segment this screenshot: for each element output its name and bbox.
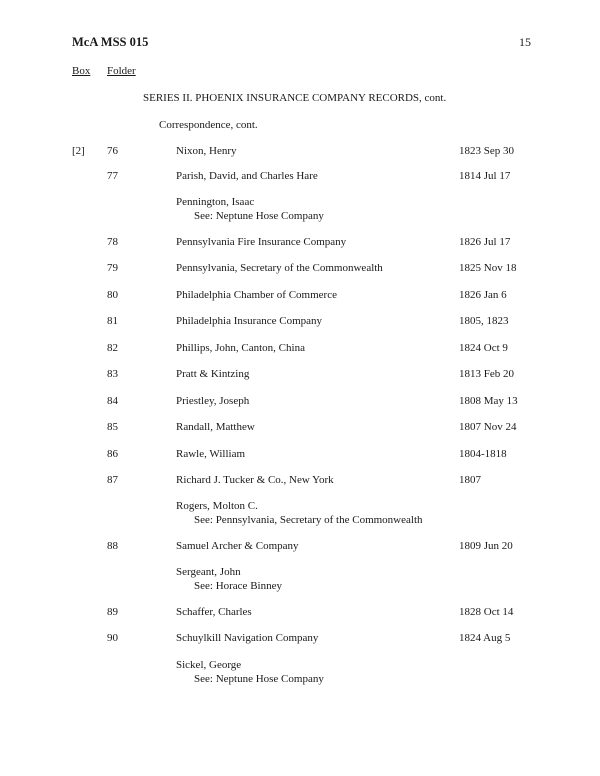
- see-reference: See: Neptune Hose Company: [194, 210, 324, 222]
- series-heading: SERIES II. PHOENIX INSURANCE COMPANY RECORDS, cont.: [143, 92, 447, 104]
- correspondent-name: Philadelphia Insurance Company: [176, 315, 323, 327]
- see-reference: See: Neptune Hose Company: [194, 673, 324, 685]
- correspondent-name: Rogers, Molton C.: [176, 500, 258, 512]
- entry-date: 1825 Nov 18: [459, 262, 517, 274]
- folder-number: 88: [107, 540, 118, 552]
- correspondent-name: Randall, Matthew: [176, 421, 255, 433]
- entry-row: [0, 606, 600, 620]
- entry-date: 1826 Jul 17: [459, 236, 511, 248]
- see-reference: See: Pennsylvania, Secretary of the Commonwealth: [194, 514, 423, 526]
- subseries-heading: Correspondence, cont.: [159, 119, 258, 131]
- entry-date: 1809 Jun 20: [459, 540, 513, 552]
- entry-date: 1805, 1823: [459, 315, 509, 327]
- folder-number: 76: [107, 145, 118, 157]
- entry-date: 1826 Jan 6: [459, 289, 507, 301]
- folder-number: 80: [107, 289, 118, 301]
- correspondent-name: Priestley, Joseph: [176, 395, 250, 407]
- folder-number: 78: [107, 236, 118, 248]
- box-number: [2]: [72, 145, 85, 157]
- entry-row: [0, 632, 600, 646]
- folder-number: 77: [107, 170, 118, 182]
- entry-row: [0, 289, 600, 303]
- entry-row: [0, 315, 600, 329]
- folder-number: 90: [107, 632, 118, 644]
- entry-row: [0, 395, 600, 409]
- correspondent-name: Sergeant, John: [176, 566, 241, 578]
- column-header-box: Box: [72, 65, 91, 77]
- correspondent-name: Schuylkill Navigation Company: [176, 632, 319, 644]
- folder-number: 89: [107, 606, 118, 618]
- entry-date: 1807 Nov 24: [459, 421, 517, 433]
- folder-number: 85: [107, 421, 118, 433]
- entry-row: [0, 236, 600, 250]
- correspondent-name: Schaffer, Charles: [176, 606, 252, 618]
- entry-row: [0, 474, 600, 488]
- collection-id: McA MSS 015: [72, 35, 149, 49]
- entry-date: 1824 Aug 5: [459, 632, 511, 644]
- correspondent-name: Rawle, William: [176, 448, 246, 460]
- column-header-folder: Folder: [107, 65, 136, 77]
- entry-date: 1824 Oct 9: [459, 342, 508, 354]
- entry-date: 1804-1818: [459, 448, 507, 460]
- correspondent-name: Philadelphia Chamber of Commerce: [176, 289, 337, 301]
- correspondent-name: Parish, David, and Charles Hare: [176, 170, 318, 182]
- entry-row: [0, 196, 600, 222]
- entry-row: [0, 500, 600, 526]
- entry-row: [0, 262, 600, 276]
- correspondent-name: Sickel, George: [176, 659, 242, 671]
- entry-date: 1808 May 13: [459, 395, 518, 407]
- correspondent-name: Phillips, John, Canton, China: [176, 342, 305, 354]
- entry-date: 1814 Jul 17: [459, 170, 511, 182]
- correspondent-name: Nixon, Henry: [176, 145, 237, 157]
- entry-date: 1807: [459, 474, 481, 486]
- folder-number: 86: [107, 448, 118, 460]
- correspondent-name: Pennsylvania, Secretary of the Commonwealth: [176, 262, 383, 274]
- entry-date: 1823 Sep 30: [459, 145, 514, 157]
- entry-row: [0, 448, 600, 462]
- entry-row: [0, 566, 600, 592]
- folder-number: 83: [107, 368, 118, 380]
- entry-row: [0, 145, 600, 159]
- folder-number: 82: [107, 342, 118, 354]
- entry-row: [0, 659, 600, 685]
- correspondent-name: Pennington, Isaac: [176, 196, 255, 208]
- folder-number: 79: [107, 262, 118, 274]
- page-number: 15: [519, 35, 531, 49]
- entry-row: [0, 421, 600, 435]
- entry-date: 1828 Oct 14: [459, 606, 514, 618]
- entry-row: [0, 540, 600, 554]
- folder-number: 87: [107, 474, 118, 486]
- correspondent-name: Pratt & Kintzing: [176, 368, 250, 380]
- folder-number: 81: [107, 315, 118, 327]
- folder-number: 84: [107, 395, 118, 407]
- see-reference: See: Horace Binney: [194, 580, 282, 592]
- entry-row: [0, 342, 600, 356]
- entry-row: [0, 368, 600, 382]
- correspondent-name: Pennsylvania Fire Insurance Company: [176, 236, 347, 248]
- entry-date: 1813 Feb 20: [459, 368, 514, 380]
- correspondent-name: Richard J. Tucker & Co., New York: [176, 474, 334, 486]
- entry-row: [0, 170, 600, 184]
- correspondent-name: Samuel Archer & Company: [176, 540, 299, 552]
